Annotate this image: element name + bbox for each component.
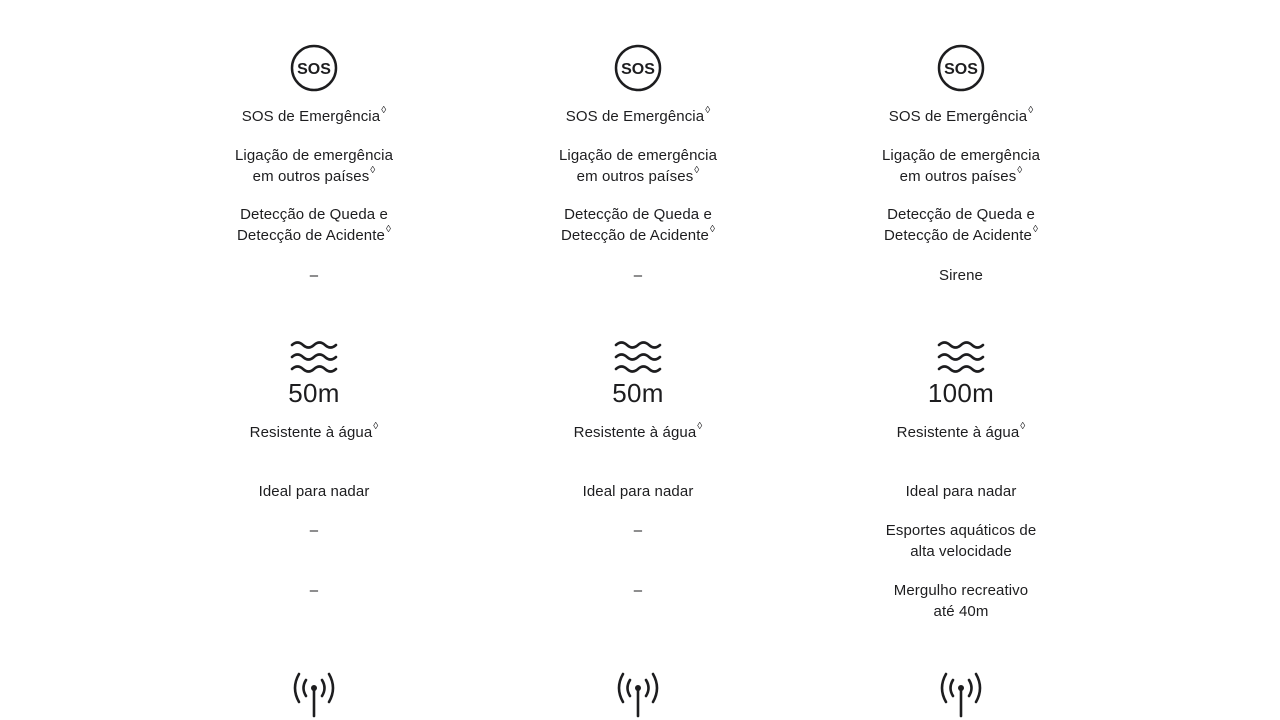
cellular-antenna-icon — [937, 670, 985, 718]
recreational-diving: Mergulho recreativo até 40m — [893, 582, 1029, 620]
water-resistant-label: Resistente à água◊ — [896, 421, 1026, 441]
swim-suitable: Ideal para nadar — [258, 483, 370, 500]
svg-text:SOS: SOS — [944, 61, 978, 78]
sos-icon — [290, 44, 338, 92]
intl-emergency-call: Ligação de emergência em outros países◊ — [558, 147, 718, 185]
swim-suitable: Ideal para nadar — [905, 483, 1017, 500]
water-sports: Esportes aquáticos de alta velocidade — [885, 522, 1037, 560]
sos-label: SOS de Emergência◊ — [241, 105, 387, 125]
svg-text:SOS: SOS — [297, 61, 331, 78]
cellular-antenna-icon — [290, 670, 338, 718]
watch-column-2 — [498, 0, 778, 720]
fall-crash-detection: Detecção de Queda e Detecção de Acidente◊ — [237, 206, 391, 244]
water-resistant-label: Resistente à água◊ — [249, 421, 379, 441]
siren-feature: – — [309, 267, 319, 284]
recreational-diving: – — [633, 582, 643, 599]
cellular-antenna-icon — [614, 670, 662, 718]
fall-crash-detection: Detecção de Queda e Detecção de Acidente◊ — [561, 206, 715, 244]
water-depth: 100m — [927, 378, 995, 408]
water-waves-icon — [937, 334, 985, 382]
siren-feature: – — [633, 267, 643, 284]
fall-crash-detection: Detecção de Queda e Detecção de Acidente◊ — [884, 206, 1038, 244]
water-resistant-label: Resistente à água◊ — [573, 421, 703, 441]
water-waves-icon — [290, 334, 338, 382]
sos-label: SOS de Emergência◊ — [565, 105, 711, 125]
sos-label: SOS de Emergência◊ — [888, 105, 1034, 125]
siren-feature: Sirene — [939, 267, 983, 284]
water-depth: 50m — [288, 378, 340, 408]
intl-emergency-call: Ligação de emergência em outros países◊ — [234, 147, 394, 185]
water-sports: – — [309, 522, 319, 539]
watch-column-1 — [174, 0, 454, 720]
recreational-diving: – — [309, 582, 319, 599]
intl-emergency-call: Ligação de emergência em outros países◊ — [881, 147, 1041, 185]
swim-suitable: Ideal para nadar — [582, 483, 694, 500]
watch-column-3 — [821, 0, 1101, 720]
sos-icon — [937, 44, 985, 92]
water-waves-icon — [614, 334, 662, 382]
water-depth: 50m — [612, 378, 664, 408]
sos-icon — [614, 44, 662, 92]
water-sports: – — [633, 522, 643, 539]
svg-text:SOS: SOS — [621, 61, 655, 78]
